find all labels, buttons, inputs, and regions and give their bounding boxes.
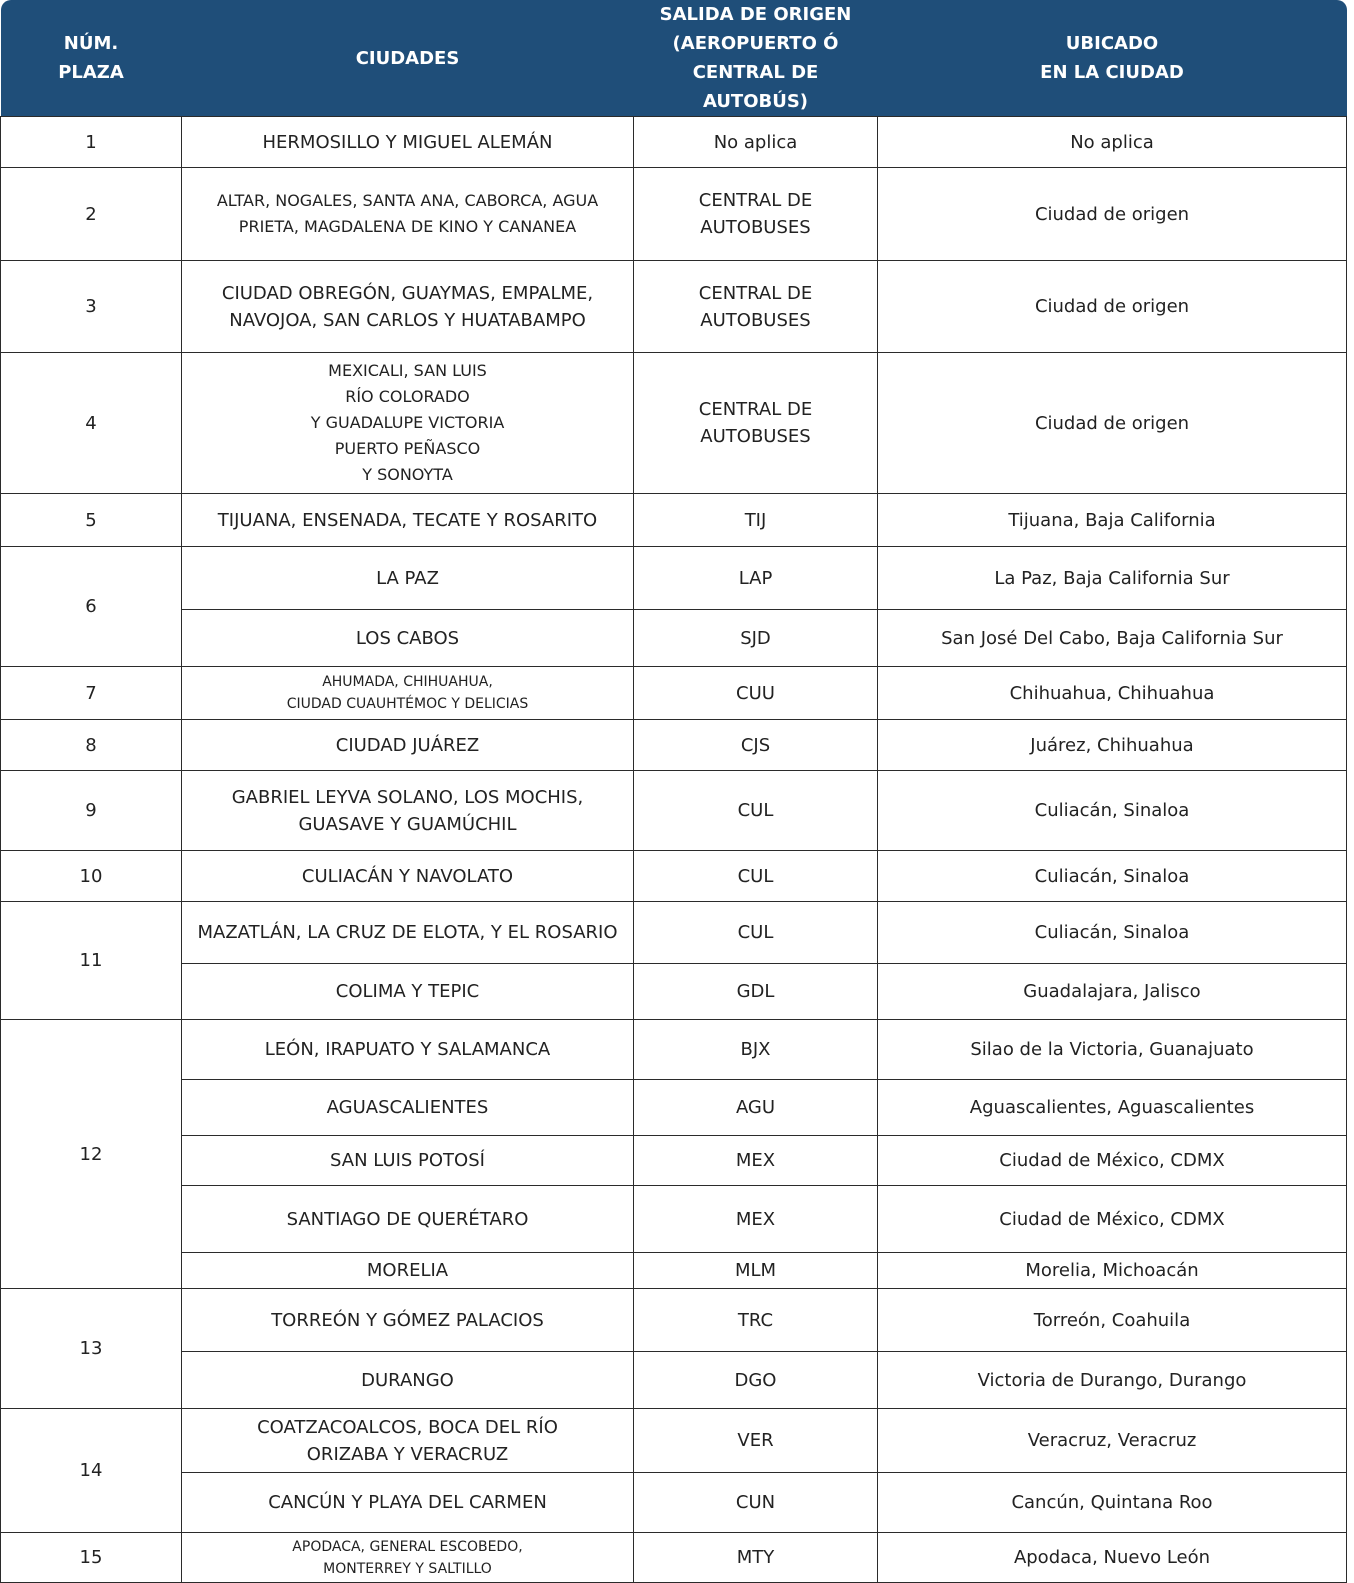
cities-cell: LOS CABOS (182, 610, 634, 667)
cities-cell: CULIACÁN Y NAVOLATO (182, 851, 634, 902)
origin-cell: MLM (634, 1253, 878, 1289)
location-cell: Ciudad de origen (878, 261, 1347, 353)
plaza-number: 7 (1, 667, 182, 720)
plaza-number: 1 (1, 117, 182, 168)
cities-cell: DURANGO (182, 1352, 634, 1409)
table-row (1, 353, 1347, 494)
table-row (1, 1409, 1347, 1473)
plaza-number: 14 (1, 1409, 182, 1533)
table-row (1, 261, 1347, 353)
location-cell: Veracruz, Veracruz (878, 1409, 1347, 1473)
plaza-number: 13 (1, 1289, 182, 1409)
location-cell: La Paz, Baja California Sur (878, 547, 1347, 610)
origin-cell: CJS (634, 720, 878, 771)
origin-cell: CENTRAL DE AUTOBUSES (634, 168, 878, 261)
table-row (1, 1020, 1347, 1080)
plaza-number: 10 (1, 851, 182, 902)
table-row (1, 1352, 1347, 1409)
cities-cell: LA PAZ (182, 547, 634, 610)
table-row (1, 1473, 1347, 1533)
table-row (1, 720, 1347, 771)
location-cell: San José Del Cabo, Baja California Sur (878, 610, 1347, 667)
cities-cell: MORELIA (182, 1253, 634, 1289)
origin-cell: MEX (634, 1186, 878, 1253)
table-row (1, 1186, 1347, 1253)
cities-cell: SANTIAGO DE QUERÉTARO (182, 1186, 634, 1253)
location-cell: Ciudad de origen (878, 353, 1347, 494)
table-row (1, 1253, 1347, 1289)
location-cell: Culiacán, Sinaloa (878, 902, 1347, 964)
plaza-number: 12 (1, 1020, 182, 1289)
location-cell: Torreón, Coahuila (878, 1289, 1347, 1352)
table-row (1, 771, 1347, 851)
cities-cell: AGUASCALIENTES (182, 1080, 634, 1136)
table-row (1, 667, 1347, 720)
plaza-number: 5 (1, 494, 182, 547)
table-row (1, 1136, 1347, 1186)
plaza-number: 3 (1, 261, 182, 353)
cities-cell: AHUMADA, CHIHUAHUA, CIUDAD CUAUHTÉMOC Y DELICIAS (182, 667, 634, 720)
table-row (1, 1080, 1347, 1136)
cities-cell: SAN LUIS POTOSÍ (182, 1136, 634, 1186)
origin-cell: DGO (634, 1352, 878, 1409)
location-cell: Culiacán, Sinaloa (878, 851, 1347, 902)
cities-cell: ALTAR, NOGALES, SANTA ANA, CABORCA, AGUA PRIETA, MAGDALENA DE KINO Y CANANEA (182, 168, 634, 261)
table-row (1, 1289, 1347, 1352)
table-row (1, 902, 1347, 964)
cities-cell: MEXICALI, SAN LUIS RÍO COLORADO Y GUADALUPE VICTORIA PUERTO PEÑASCO Y SONOYTA (182, 353, 634, 494)
origin-cell: CENTRAL DE AUTOBUSES (634, 353, 878, 494)
origin-cell: CUL (634, 851, 878, 902)
plaza-number: 11 (1, 902, 182, 1020)
origin-cell: MEX (634, 1136, 878, 1186)
plaza-number: 2 (1, 168, 182, 261)
plaza-number: 8 (1, 720, 182, 771)
table-row (1, 851, 1347, 902)
origin-cell: CUU (634, 667, 878, 720)
cities-cell: TIJUANA, ENSENADA, TECATE Y ROSARITO (182, 494, 634, 547)
origin-cell: CENTRAL DE AUTOBUSES (634, 261, 878, 353)
location-cell: Tijuana, Baja California (878, 494, 1347, 547)
table-row (1, 494, 1347, 547)
location-cell: Victoria de Durango, Durango (878, 1352, 1347, 1409)
origin-cell: CUL (634, 902, 878, 964)
plaza-number: 15 (1, 1533, 182, 1583)
origin-cell: MTY (634, 1533, 878, 1583)
header-ciudades: CIUDADES (182, 0, 634, 117)
origin-cell: SJD (634, 610, 878, 667)
origin-cell: TIJ (634, 494, 878, 547)
table-row (1, 547, 1347, 610)
header-plaza: NÚM. PLAZA (1, 0, 182, 117)
origin-cell: AGU (634, 1080, 878, 1136)
location-cell: Juárez, Chihuahua (878, 720, 1347, 771)
location-cell: Chihuahua, Chihuahua (878, 667, 1347, 720)
origin-cell: GDL (634, 964, 878, 1020)
origin-cell: TRC (634, 1289, 878, 1352)
location-cell: Cancún, Quintana Roo (878, 1473, 1347, 1533)
cities-cell: GABRIEL LEYVA SOLANO, LOS MOCHIS, GUASAVE Y GUAMÚCHIL (182, 771, 634, 851)
plaza-number: 9 (1, 771, 182, 851)
cities-cell: COLIMA Y TEPIC (182, 964, 634, 1020)
header-ubicado: UBICADO EN LA CIUDAD (878, 0, 1347, 117)
cities-cell: CIUDAD JUÁREZ (182, 720, 634, 771)
origin-cell: CUL (634, 771, 878, 851)
location-cell: Ciudad de origen (878, 168, 1347, 261)
cities-cell: CIUDAD OBREGÓN, GUAYMAS, EMPALME, NAVOJOA, SAN CARLOS Y HUATABAMPO (182, 261, 634, 353)
cities-cell: HERMOSILLO Y MIGUEL ALEMÁN (182, 117, 634, 168)
location-cell: Ciudad de México, CDMX (878, 1136, 1347, 1186)
location-cell: Silao de la Victoria, Guanajuato (878, 1020, 1347, 1080)
location-cell: Morelia, Michoacán (878, 1253, 1347, 1289)
cities-cell: LEÓN, IRAPUATO Y SALAMANCA (182, 1020, 634, 1080)
cities-cell: TORREÓN Y GÓMEZ PALACIOS (182, 1289, 634, 1352)
origin-cell: LAP (634, 547, 878, 610)
location-cell: Culiacán, Sinaloa (878, 771, 1347, 851)
cities-cell: MAZATLÁN, LA CRUZ DE ELOTA, Y EL ROSARIO (182, 902, 634, 964)
plaza-number: 4 (1, 353, 182, 494)
origin-cell: CUN (634, 1473, 878, 1533)
origin-cell: No aplica (634, 117, 878, 168)
location-cell: Aguascalientes, Aguascalientes (878, 1080, 1347, 1136)
table-row (1, 964, 1347, 1020)
cities-cell: COATZACOALCOS, BOCA DEL RÍO ORIZABA Y VERACRUZ (182, 1409, 634, 1473)
table-row (1, 1533, 1347, 1583)
location-cell: No aplica (878, 117, 1347, 168)
origin-cell: BJX (634, 1020, 878, 1080)
header-salida: SALIDA DE ORIGEN (AEROPUERTO Ó CENTRAL DE AUTOBÚS) (634, 0, 878, 117)
table-row (1, 117, 1347, 168)
table-row (1, 610, 1347, 667)
table-header (1, 0, 1347, 117)
location-cell: Guadalajara, Jalisco (878, 964, 1347, 1020)
plaza-number: 6 (1, 547, 182, 667)
origin-cell: VER (634, 1409, 878, 1473)
table-row (1, 168, 1347, 261)
location-cell: Apodaca, Nuevo León (878, 1533, 1347, 1583)
cities-cell: CANCÚN Y PLAYA DEL CARMEN (182, 1473, 634, 1533)
location-cell: Ciudad de México, CDMX (878, 1186, 1347, 1253)
cities-cell: APODACA, GENERAL ESCOBEDO, MONTERREY Y SALTILLO (182, 1533, 634, 1583)
